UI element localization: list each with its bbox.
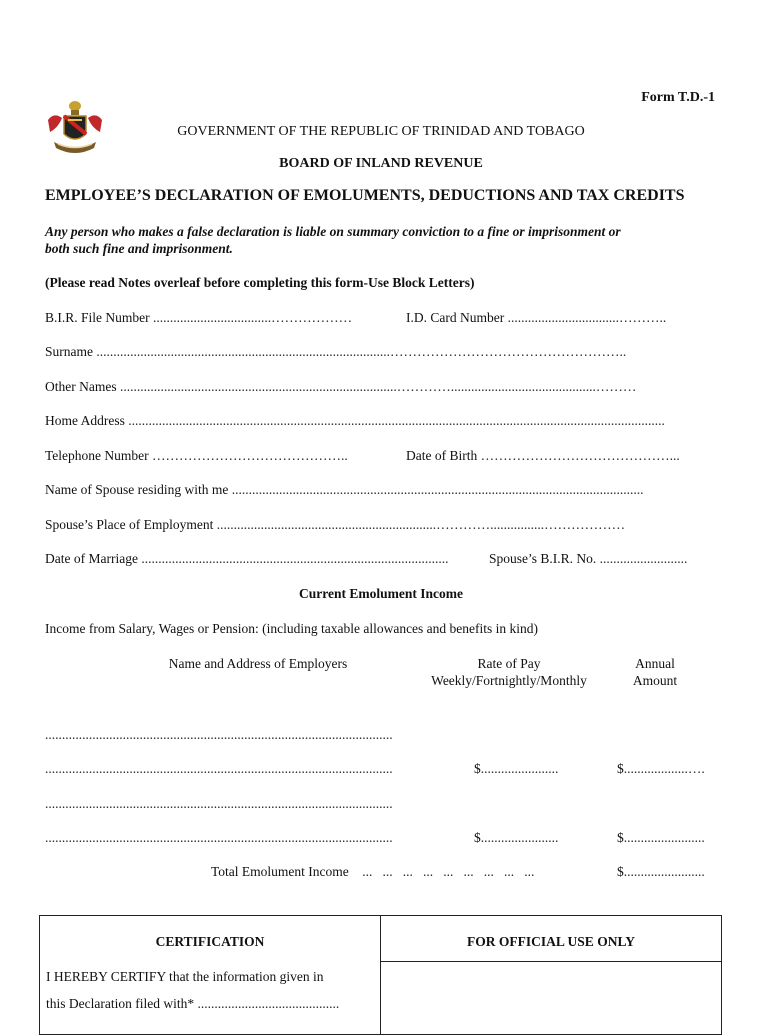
column-annual-header-2: Amount [632,673,678,688]
spouse-bir-label: Spouse’s B.I.R. No. [489,551,597,566]
total-emolument-text: Total Emolument Income [211,864,349,879]
certification-box [39,915,722,1035]
spouse-name-field[interactable]: Name of Spouse residing with me .......................................................................................................................... [45,482,644,497]
column-rate-header-2: Weekly/Fortnightly/Monthly [431,673,587,688]
date-of-birth-label: Date of Birth [406,448,478,463]
emolument-section-title: Current Emolument Income [299,586,463,601]
id-card-number-label: I.D. Card Number [406,310,505,325]
annual-amount-1[interactable]: $...................…. [617,761,705,776]
government-heading: GOVERNMENT OF THE REPUBLIC OF TRINIDAD AND TOBAGO [177,124,585,139]
bir-file-number-field[interactable]: B.I.R. File Number ...................................……………… [45,310,353,325]
rate-of-pay-2[interactable]: $....................... [474,830,559,845]
other-names-field[interactable]: Other Names ..................................................................................…………...........................................……… [45,379,637,394]
column-rate-header-1: Rate of Pay [477,656,541,671]
employer-line-1[interactable]: ....................................................................................................... [45,727,393,742]
form-number: Form T.D.-1 [641,90,715,105]
surname-field[interactable]: Surname .......................................................................................…………………………………………….. [45,344,627,359]
column-employers-header: Name and Address of Employers [168,656,348,671]
other-names-label: Other Names [45,379,117,394]
form-title: EMPLOYEE’S DECLARATION OF EMOLUMENTS, DEDUCTIONS AND TAX CREDITS [45,187,685,204]
instructions-note: (Please read Notes overleaf before completing this form-Use Block Letters) [45,275,475,290]
spouse-name-label: Name of Spouse residing with me [45,482,229,497]
bir-file-number-label: B.I.R. File Number [45,310,150,325]
certification-text-2-field[interactable]: this Declaration filed with* .......................................... [46,996,340,1011]
official-use-title: FOR OFFICIAL USE ONLY [467,934,635,949]
box-horizontal-divider [380,961,721,962]
currency-symbol: $ [474,761,481,776]
surname-label: Surname [45,344,93,359]
telephone-number-label: Telephone Number [45,448,149,463]
telephone-number-field[interactable]: Telephone Number …………………………………….. [45,448,348,463]
employer-line-3[interactable]: ....................................................................................................... [45,796,393,811]
currency-symbol: $ [617,761,624,776]
currency-symbol: $ [474,830,481,845]
home-address-field[interactable]: Home Address ............................................................................................................................................................... [45,413,665,428]
income-description: Income from Salary, Wages or Pension: (including taxable allowances and benefits in kind) [45,621,539,636]
column-annual-header-1: Annual [635,656,675,671]
total-emolument-amount[interactable]: $........................ [617,864,705,879]
date-of-birth-field[interactable]: Date of Birth ……………………………………... [406,448,680,463]
spouse-bir-field[interactable]: Spouse’s B.I.R. No. .......................... [489,551,688,566]
certification-title: CERTIFICATION [155,934,265,949]
employer-line-2[interactable]: ....................................................................................................... [45,761,393,776]
total-emolument-label: Total Emolument Income ... ... ... ... ... ... ... ... ... [211,864,535,879]
currency-symbol: $ [617,830,624,845]
rate-of-pay-1[interactable]: $....................... [474,761,559,776]
currency-symbol: $ [617,864,624,879]
date-of-marriage-label: Date of Marriage [45,551,138,566]
false-declaration-warning-2: both such fine and imprisonment. [45,241,233,256]
spouse-employment-label: Spouse’s Place of Employment [45,517,214,532]
home-address-label: Home Address [45,413,125,428]
false-declaration-warning-1: Any person who makes a false declaration is liable on summary conviction to a fine or imprisonment or [45,224,621,239]
certification-text-1: I HEREBY CERTIFY that the information given in [46,969,324,984]
date-of-marriage-field[interactable]: Date of Marriage ........................................................................................... [45,551,449,566]
annual-amount-2[interactable]: $........................ [617,830,705,845]
certification-text-2: this Declaration filed with* [46,996,195,1011]
spouse-employment-field[interactable]: Spouse’s Place of Employment .................................................................…………................……………… [45,517,626,532]
id-card-number-field[interactable]: I.D. Card Number .................................……….. [406,310,667,325]
employer-line-4[interactable]: ....................................................................................................... [45,830,393,845]
board-heading: BOARD OF INLAND REVENUE [279,156,483,171]
